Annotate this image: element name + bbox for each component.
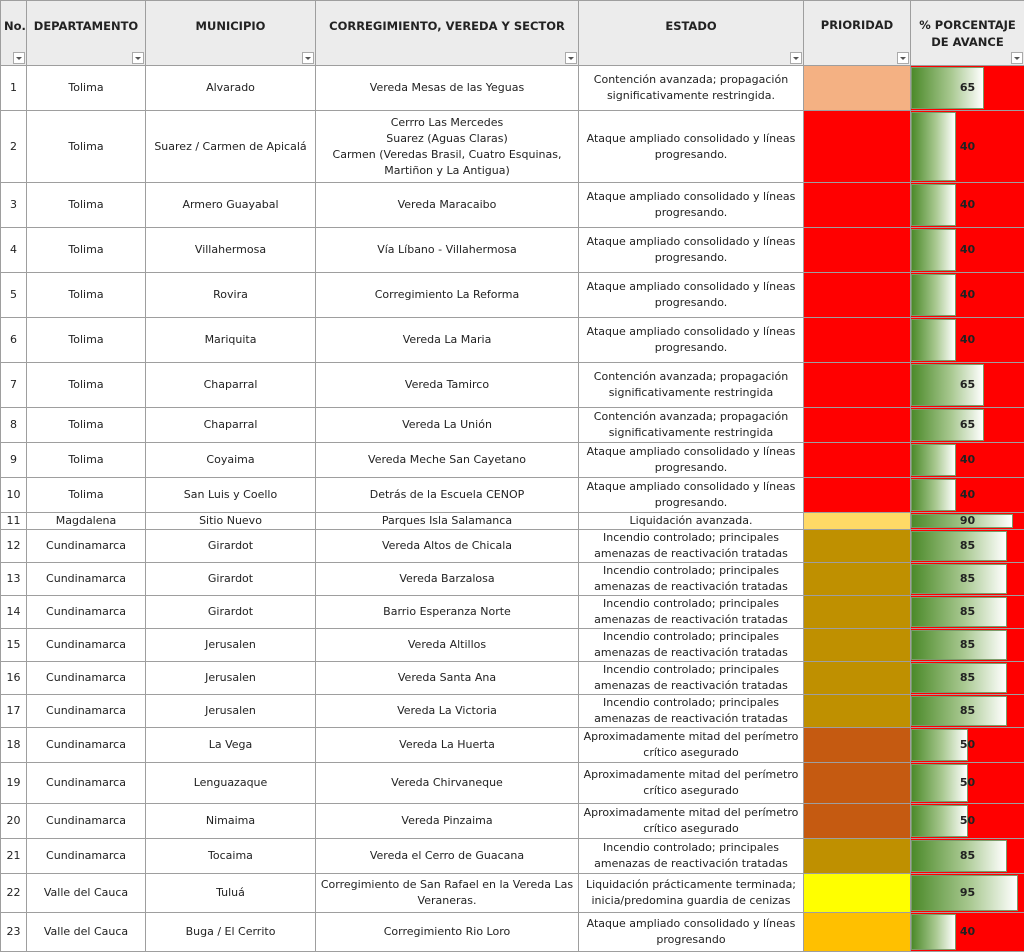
table-row <box>1 228 1024 273</box>
cell-estado: Contención avanzada; propagación significativamente restringida <box>579 363 804 408</box>
cell-no: 12 <box>1 530 27 563</box>
cell-departamento: Tolima <box>27 318 146 363</box>
table-row <box>1 66 1024 111</box>
cell-departamento: Cundinamarca <box>27 804 146 839</box>
cell-avance <box>911 66 1024 111</box>
progress-value: 65 <box>911 408 1024 442</box>
cell-departamento: Cundinamarca <box>27 530 146 563</box>
cell-prioridad <box>804 596 911 629</box>
cell-prioridad <box>804 273 911 318</box>
cell-sector: Vereda La Maria <box>316 318 579 363</box>
cell-sector: Vereda Altillos <box>316 629 579 662</box>
table-row <box>1 111 1024 183</box>
cell-departamento: Tolima <box>27 228 146 273</box>
cell-departamento: Tolima <box>27 111 146 183</box>
cell-estado: Liquidación avanzada. <box>579 513 804 530</box>
cell-avance <box>911 318 1024 363</box>
cell-municipio: Chaparral <box>146 408 316 443</box>
cell-departamento: Tolima <box>27 363 146 408</box>
table-row <box>1 563 1024 596</box>
col-header-sector: CORREGIMIENTO, VEREDA Y SECTOR <box>316 1 579 66</box>
cell-municipio: Girardot <box>146 530 316 563</box>
cell-avance <box>911 596 1024 629</box>
cell-no: 10 <box>1 478 27 513</box>
cell-sector: Detrás de la Escuela CENOP <box>316 478 579 513</box>
cell-sector: Vereda Tamirco <box>316 363 579 408</box>
cell-sector: Vereda Chirvaneque <box>316 763 579 804</box>
cell-sector: Vereda La Huerta <box>316 728 579 763</box>
cell-sector: Cerrro Las Mercedes Suarez (Aguas Claras) Carmen (Veredas Brasil, Cuatro Esquinas, Martiñon y La Antigua) <box>316 111 579 183</box>
table-row <box>1 408 1024 443</box>
filter-dropdown-icon[interactable] <box>13 52 25 64</box>
cell-avance <box>911 763 1024 804</box>
cell-prioridad <box>804 443 911 478</box>
progress-value: 95 <box>911 874 1024 912</box>
cell-no: 21 <box>1 839 27 874</box>
cell-no: 6 <box>1 318 27 363</box>
filter-dropdown-icon[interactable] <box>1011 52 1023 64</box>
cell-no: 16 <box>1 662 27 695</box>
cell-estado: Aproximadamente mitad del perímetro crítico asegurado <box>579 804 804 839</box>
cell-municipio: Alvarado <box>146 66 316 111</box>
cell-municipio: Tuluá <box>146 874 316 913</box>
cell-avance <box>911 111 1024 183</box>
cell-prioridad <box>804 662 911 695</box>
cell-municipio: Jerusalen <box>146 629 316 662</box>
cell-sector: Vereda La Unión <box>316 408 579 443</box>
cell-no: 2 <box>1 111 27 183</box>
cell-departamento: Cundinamarca <box>27 563 146 596</box>
table-row <box>1 728 1024 763</box>
col-header-avance: % PORCENTAJE DE AVANCE <box>911 1 1024 66</box>
cell-prioridad <box>804 513 911 530</box>
cell-sector: Vereda Altos de Chicala <box>316 530 579 563</box>
cell-no: 14 <box>1 596 27 629</box>
cell-avance <box>911 874 1024 913</box>
cell-sector: Corregimiento de San Rafael en la Vereda Las Veraneras. <box>316 874 579 913</box>
cell-sector: Vereda Pinzaima <box>316 804 579 839</box>
table-row <box>1 513 1024 530</box>
table-row <box>1 273 1024 318</box>
cell-estado: Ataque ampliado consolidado y líneas progresando. <box>579 183 804 228</box>
cell-avance <box>911 478 1024 513</box>
cell-departamento: Tolima <box>27 478 146 513</box>
cell-avance <box>911 443 1024 478</box>
cell-sector: Vía Líbano - Villahermosa <box>316 228 579 273</box>
cell-estado: Incendio controlado; principales amenazas de reactivación tratadas <box>579 530 804 563</box>
cell-municipio: Rovira <box>146 273 316 318</box>
cell-departamento: Cundinamarca <box>27 728 146 763</box>
progress-value: 50 <box>911 728 1024 762</box>
cell-sector: Parques Isla Salamanca <box>316 513 579 530</box>
cell-avance <box>911 228 1024 273</box>
cell-estado: Incendio controlado; principales amenazas de reactivación tratadas <box>579 662 804 695</box>
progress-value: 50 <box>911 804 1024 838</box>
cell-sector: Barrio Esperanza Norte <box>316 596 579 629</box>
cell-departamento: Tolima <box>27 183 146 228</box>
progress-value: 50 <box>911 763 1024 803</box>
cell-departamento: Tolima <box>27 273 146 318</box>
cell-municipio: Jerusalen <box>146 695 316 728</box>
progress-value: 85 <box>911 695 1024 727</box>
col-header-estado: ESTADO <box>579 1 804 66</box>
cell-estado: Ataque ampliado consolidado y líneas progresando. <box>579 111 804 183</box>
cell-sector: Vereda Mesas de las Yeguas <box>316 66 579 111</box>
table-row <box>1 596 1024 629</box>
col-header-municipio: MUNICIPIO <box>146 1 316 66</box>
table-row <box>1 874 1024 913</box>
cell-prioridad <box>804 111 911 183</box>
progress-value: 85 <box>911 662 1024 694</box>
progress-value: 65 <box>911 363 1024 407</box>
cell-prioridad <box>804 318 911 363</box>
table-row <box>1 183 1024 228</box>
cell-departamento: Valle del Cauca <box>27 874 146 913</box>
cell-avance <box>911 530 1024 563</box>
col-header-no: No. <box>1 1 27 66</box>
cell-estado: Aproximadamente mitad del perímetro crítico asegurado <box>579 728 804 763</box>
cell-prioridad <box>804 629 911 662</box>
progress-value: 85 <box>911 596 1024 628</box>
cell-municipio: Tocaima <box>146 839 316 874</box>
cell-no: 18 <box>1 728 27 763</box>
progress-value: 40 <box>911 318 1024 362</box>
cell-departamento: Valle del Cauca <box>27 913 146 952</box>
table-row <box>1 695 1024 728</box>
cell-prioridad <box>804 804 911 839</box>
cell-municipio: Buga / El Cerrito <box>146 913 316 952</box>
progress-value: 65 <box>911 66 1024 110</box>
cell-no: 15 <box>1 629 27 662</box>
cell-departamento: Cundinamarca <box>27 629 146 662</box>
cell-municipio: La Vega <box>146 728 316 763</box>
cell-departamento: Cundinamarca <box>27 662 146 695</box>
filter-dropdown-icon[interactable] <box>897 52 909 64</box>
cell-municipio: Nimaima <box>146 804 316 839</box>
cell-estado: Ataque ampliado consolidado y líneas progresando. <box>579 228 804 273</box>
table-row <box>1 478 1024 513</box>
cell-avance <box>911 662 1024 695</box>
cell-prioridad <box>804 695 911 728</box>
cell-municipio: Lenguazaque <box>146 763 316 804</box>
cell-estado: Ataque ampliado consolidado y líneas progresando. <box>579 318 804 363</box>
progress-value: 85 <box>911 563 1024 595</box>
cell-prioridad <box>804 66 911 111</box>
cell-no: 23 <box>1 913 27 952</box>
cell-prioridad <box>804 563 911 596</box>
cell-municipio: San Luis y Coello <box>146 478 316 513</box>
cell-estado: Incendio controlado; principales amenazas de reactivación tratadas <box>579 839 804 874</box>
cell-prioridad <box>804 408 911 443</box>
cell-estado: Contención avanzada; propagación significativamente restringida <box>579 408 804 443</box>
cell-prioridad <box>804 874 911 913</box>
cell-no: 17 <box>1 695 27 728</box>
table-body <box>1 66 1024 952</box>
cell-municipio: Coyaima <box>146 443 316 478</box>
cell-departamento: Tolima <box>27 443 146 478</box>
cell-no: 19 <box>1 763 27 804</box>
table-row <box>1 443 1024 478</box>
cell-sector: Corregimiento La Reforma <box>316 273 579 318</box>
table-row <box>1 839 1024 874</box>
cell-no: 4 <box>1 228 27 273</box>
table-row <box>1 763 1024 804</box>
cell-municipio: Jerusalen <box>146 662 316 695</box>
table-row <box>1 662 1024 695</box>
cell-estado: Incendio controlado; principales amenazas de reactivación tratadas <box>579 629 804 662</box>
cell-departamento: Magdalena <box>27 513 146 530</box>
cell-estado: Liquidación prácticamente terminada; inicia/predomina guardia de cenizas <box>579 874 804 913</box>
cell-avance <box>911 695 1024 728</box>
cell-departamento: Cundinamarca <box>27 763 146 804</box>
progress-value: 40 <box>911 183 1024 227</box>
cell-prioridad <box>804 763 911 804</box>
cell-prioridad <box>804 183 911 228</box>
cell-departamento: Cundinamarca <box>27 695 146 728</box>
cell-no: 22 <box>1 874 27 913</box>
cell-sector: Vereda La Victoria <box>316 695 579 728</box>
table-row <box>1 363 1024 408</box>
cell-municipio: Chaparral <box>146 363 316 408</box>
col-header-departamento: DEPARTAMENTO <box>27 1 146 66</box>
cell-avance <box>911 273 1024 318</box>
cell-sector: Vereda Barzalosa <box>316 563 579 596</box>
progress-value: 85 <box>911 839 1024 873</box>
progress-value: 85 <box>911 530 1024 562</box>
cell-no: 8 <box>1 408 27 443</box>
table-row <box>1 804 1024 839</box>
cell-no: 5 <box>1 273 27 318</box>
filter-dropdown-icon[interactable] <box>302 52 314 64</box>
progress-value: 40 <box>911 228 1024 272</box>
table-row <box>1 318 1024 363</box>
cell-departamento: Tolima <box>27 408 146 443</box>
col-header-prioridad: PRIORIDAD <box>804 1 911 66</box>
progress-value: 40 <box>911 913 1024 951</box>
cell-departamento: Cundinamarca <box>27 596 146 629</box>
cell-municipio: Suarez / Carmen de Apicalá <box>146 111 316 183</box>
filter-dropdown-icon[interactable] <box>790 52 802 64</box>
cell-avance <box>911 804 1024 839</box>
cell-estado: Contención avanzada; propagación significativamente restringida. <box>579 66 804 111</box>
cell-prioridad <box>804 363 911 408</box>
cell-sector: Corregimiento Rio Loro <box>316 913 579 952</box>
filter-dropdown-icon[interactable] <box>132 52 144 64</box>
cell-estado: Ataque ampliado consolidado y líneas progresando <box>579 913 804 952</box>
cell-no: 3 <box>1 183 27 228</box>
cell-no: 7 <box>1 363 27 408</box>
progress-value: 40 <box>911 443 1024 477</box>
filter-dropdown-icon[interactable] <box>565 52 577 64</box>
cell-avance <box>911 839 1024 874</box>
cell-sector: Vereda el Cerro de Guacana <box>316 839 579 874</box>
cell-no: 20 <box>1 804 27 839</box>
cell-sector: Vereda Maracaibo <box>316 183 579 228</box>
cell-departamento: Tolima <box>27 66 146 111</box>
cell-municipio: Villahermosa <box>146 228 316 273</box>
cell-avance <box>911 363 1024 408</box>
cell-avance <box>911 513 1024 530</box>
cell-avance <box>911 728 1024 763</box>
table-row <box>1 913 1024 952</box>
cell-municipio: Mariquita <box>146 318 316 363</box>
cell-avance <box>911 629 1024 662</box>
cell-estado: Incendio controlado; principales amenazas de reactivación tratadas <box>579 563 804 596</box>
cell-no: 11 <box>1 513 27 530</box>
cell-prioridad <box>804 228 911 273</box>
cell-estado: Incendio controlado; principales amenazas de reactivación tratadas <box>579 596 804 629</box>
cell-estado: Ataque ampliado consolidado y líneas progresando. <box>579 273 804 318</box>
cell-avance <box>911 183 1024 228</box>
cell-no: 1 <box>1 66 27 111</box>
cell-municipio: Girardot <box>146 563 316 596</box>
cell-sector: Vereda Santa Ana <box>316 662 579 695</box>
header-row <box>1 1 1024 66</box>
cell-avance <box>911 408 1024 443</box>
cell-prioridad <box>804 839 911 874</box>
cell-no: 13 <box>1 563 27 596</box>
cell-estado: Incendio controlado; principales amenazas de reactivación tratadas <box>579 695 804 728</box>
progress-value: 40 <box>911 478 1024 512</box>
cell-municipio: Girardot <box>146 596 316 629</box>
cell-prioridad <box>804 913 911 952</box>
cell-prioridad <box>804 728 911 763</box>
cell-estado: Ataque ampliado consolidado y líneas progresando. <box>579 478 804 513</box>
progress-value: 85 <box>911 629 1024 661</box>
progress-value: 40 <box>911 111 1024 182</box>
cell-municipio: Armero Guayabal <box>146 183 316 228</box>
cell-estado: Aproximadamente mitad del perímetro crítico asegurado <box>579 763 804 804</box>
table-row <box>1 629 1024 662</box>
cell-prioridad <box>804 530 911 563</box>
progress-value: 90 <box>911 513 1024 529</box>
cell-avance <box>911 563 1024 596</box>
cell-no: 9 <box>1 443 27 478</box>
cell-avance <box>911 913 1024 952</box>
cell-departamento: Cundinamarca <box>27 839 146 874</box>
table-row <box>1 530 1024 563</box>
cell-sector: Vereda Meche San Cayetano <box>316 443 579 478</box>
cell-municipio: Sitio Nuevo <box>146 513 316 530</box>
progress-value: 40 <box>911 273 1024 317</box>
cell-estado: Ataque ampliado consolidado y líneas progresando. <box>579 443 804 478</box>
cell-prioridad <box>804 478 911 513</box>
